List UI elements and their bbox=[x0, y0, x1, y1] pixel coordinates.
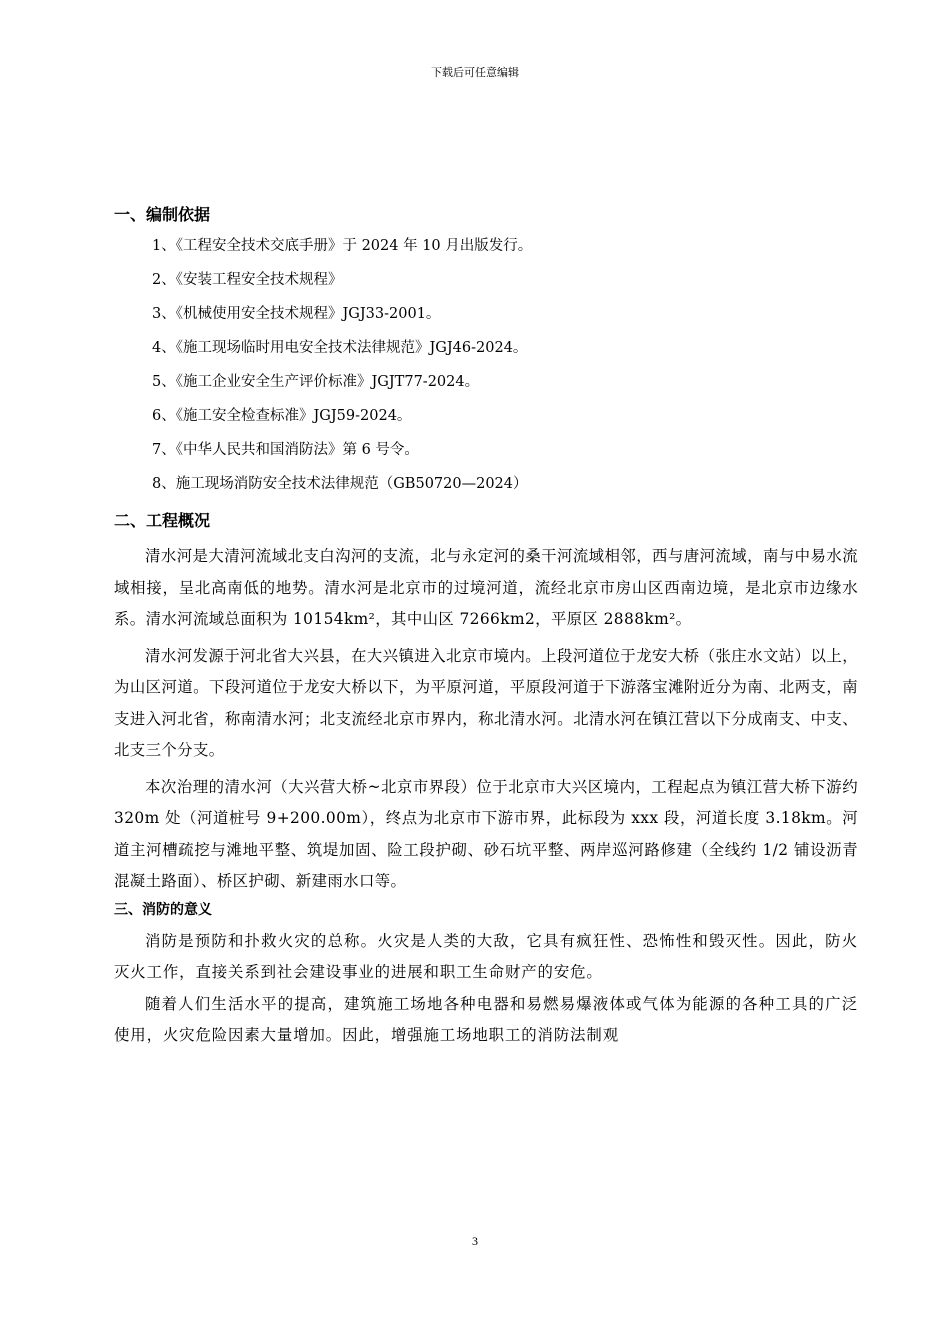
paragraph: 随着人们生活水平的提高，建筑施工场地各种电器和易燃易爆液体或气体为能源的各种工具的广泛使用，火灾危险因素大量增加。因此，增强施工场地职工的消防法制观 bbox=[114, 994, 858, 1044]
section-heading-basis: 一、编制依据 bbox=[114, 205, 211, 224]
paragraph: 清水河是大清河流域北支白沟河的支流，北与永定河的桑干河流域相邻，西与唐河流域，南与中易水流域相接，呈北高南低的地势。清水河是北京市的过境河道，流经北京市房山区西南边境，是北京市边缘水系。清水河流域总面积为 10154km²，其中山区 7266km2，平原区 2888km²。 bbox=[114, 547, 858, 628]
list-item: 8、施工现场消防安全技术法律规范（GB50720—2024） bbox=[152, 476, 528, 492]
list-item: 2、《安装工程安全技术规程》 bbox=[152, 272, 343, 288]
list-item: 4、《施工现场临时用电安全技术法律规范》JGJ46-2024。 bbox=[152, 340, 528, 356]
document-body bbox=[114, 203, 858, 1052]
list-item: 5、《施工企业安全生产评价标准》JGJT77-2024。 bbox=[152, 374, 480, 390]
list-item: 1、《工程安全技术交底手册》于 2024 年 10 月出版发行。 bbox=[152, 238, 533, 254]
section-heading-overview: 二、工程概况 bbox=[114, 511, 211, 530]
section-heading-significance: 三、消防的意义 bbox=[114, 901, 212, 918]
list-item: 7、《中华人民共和国消防法》第 6 号令。 bbox=[152, 442, 419, 458]
paragraph: 清水河发源于河北省大兴县，在大兴镇进入北京市境内。上段河道位于龙安大桥（张庄水文站）以上，为山区河道。下段河道位于龙安大桥以下，为平原河道，平原段河道于下游落宝滩附近分为南、北两支，南支进入河北省，称南清水河；北支流经北京市界内，称北清水河。北清水河在镇江营以下分成南支、中支、北支三个分支。 bbox=[114, 646, 858, 759]
page-number: 3 bbox=[472, 1234, 478, 1248]
list-item: 3、《机械使用安全技术规程》JGJ33-2001。 bbox=[152, 306, 441, 322]
list-item: 6、《施工安全检查标准》JGJ59-2024。 bbox=[152, 408, 412, 424]
paragraph: 本次治理的清水河（大兴营大桥~北京市界段）位于北京市大兴区境内，工程起点为镇江营大桥下游约 320m 处（河道桩号 9+200.00m），终点为北京市下游市界，此标段为 xxx 段，河道长度 3.18km。河道主河槽疏挖与滩地平整、筑堤加固、险工段护砌、砂石坑平整、两岸巡河路修建（全线约 1/2 铺设沥青混凝土路面）、桥区护砌、新建雨水口等。 bbox=[114, 777, 858, 890]
page-header: 下载后可任意编辑 bbox=[431, 66, 519, 79]
paragraph: 消防是预防和扑救火灾的总称。火灾是人类的大敌，它具有疯狂性、恐怖性和毁灭性。因此，防火灭火工作，直接关系到社会建设事业的进展和职工生命财产的安危。 bbox=[114, 931, 858, 981]
